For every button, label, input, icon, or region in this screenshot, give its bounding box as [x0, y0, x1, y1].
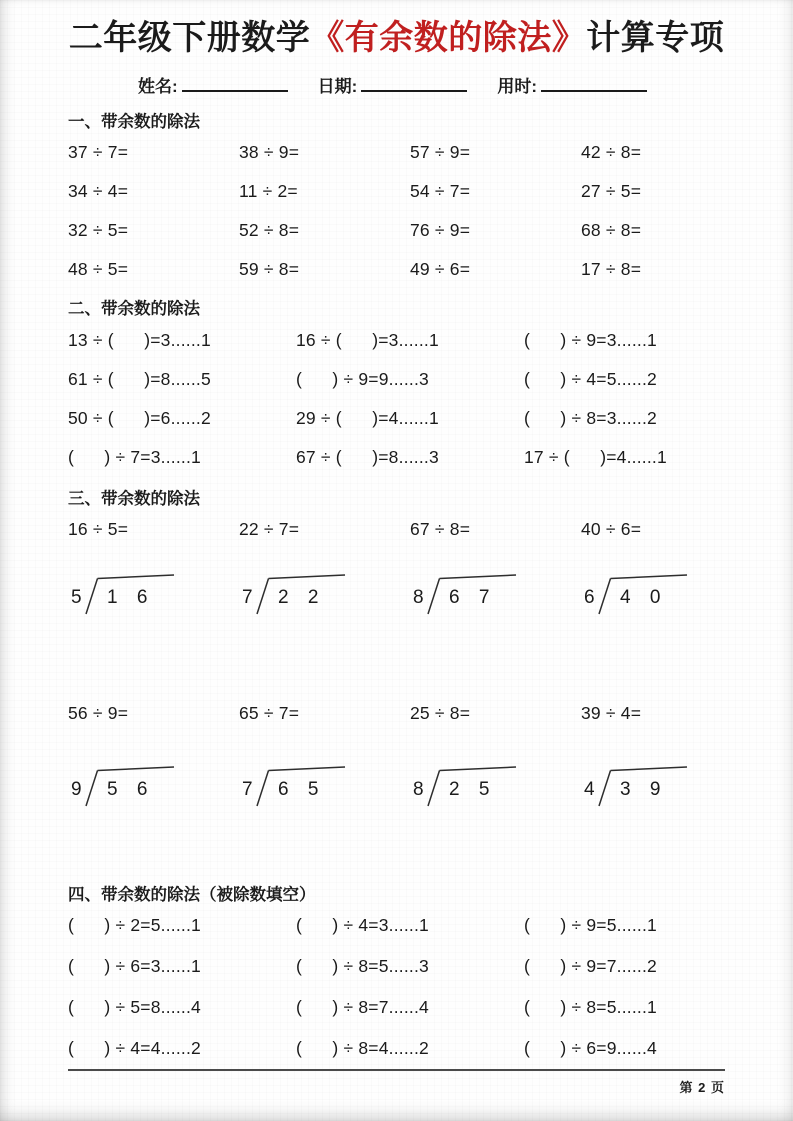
- division-problem: 42 ÷ 8=: [581, 142, 642, 163]
- ld-bracket-slash-icon: [599, 770, 611, 806]
- long-division: [410, 572, 522, 618]
- ld-bracket-slash-icon: [257, 770, 269, 806]
- problem-row: [68, 702, 752, 724]
- division-problem: 34 ÷ 4=: [68, 181, 129, 202]
- division-problem: 49 ÷ 6=: [410, 259, 471, 280]
- division-problem: ( ) ÷ 8=5......1: [524, 997, 657, 1018]
- page-number: 第 2 页: [679, 1080, 725, 1096]
- ld-divisor: 4: [584, 778, 595, 800]
- division-problem: 76 ÷ 9=: [410, 220, 471, 241]
- division-problem: 50 ÷ ( )=6......2: [68, 407, 211, 428]
- division-problem: 16 ÷ ( )=3......1: [296, 329, 439, 350]
- division-problem: ( ) ÷ 9=9......3: [296, 368, 429, 389]
- problem-row: [68, 141, 752, 280]
- long-division: [239, 764, 351, 810]
- fill-in-blank: [361, 77, 467, 92]
- ld-divisor: 7: [242, 778, 253, 800]
- division-problem: 29 ÷ ( )=4......1: [296, 407, 439, 428]
- division-problem: ( ) ÷ 8=5......3: [296, 956, 429, 977]
- ld-dividend: 6 5: [278, 778, 326, 800]
- long-division: [410, 764, 522, 810]
- ld-vinculum-icon: [269, 767, 346, 771]
- division-problem: 37 ÷ 7=: [68, 142, 129, 163]
- long-division: [68, 572, 180, 618]
- division-problem: 27 ÷ 5=: [581, 181, 642, 202]
- ld-dividend: 2 5: [449, 778, 497, 800]
- division-problem: 17 ÷ ( )=4......1: [524, 446, 667, 467]
- ld-vinculum-icon: [269, 575, 346, 579]
- ld-vinculum-icon: [611, 767, 688, 771]
- ld-vinculum-icon: [98, 767, 175, 771]
- division-problem: ( ) ÷ 9=7......2: [524, 956, 657, 977]
- division-problem: 48 ÷ 5=: [68, 259, 129, 280]
- header-fields: [68, 76, 725, 99]
- division-problem: ( ) ÷ 4=5......2: [524, 368, 657, 389]
- division-problem: ( ) ÷ 8=7......4: [296, 997, 429, 1018]
- long-division: [239, 572, 351, 618]
- long-division: [68, 764, 180, 810]
- title-prefix: 二年级下册数学: [68, 19, 311, 57]
- division-problem: 67 ÷ ( )=8......3: [296, 446, 439, 467]
- division-problem: 68 ÷ 8=: [581, 220, 642, 241]
- sections: [68, 111, 725, 1059]
- division-problem: ( ) ÷ 8=4......2: [296, 1038, 429, 1059]
- long-division: [581, 572, 693, 618]
- problem-row: [68, 572, 752, 618]
- ld-dividend: 5 6: [107, 778, 155, 800]
- ld-divisor: 6: [584, 586, 595, 608]
- field-label: 用时:: [497, 77, 538, 97]
- division-problem: ( ) ÷ 7=3......1: [68, 446, 201, 467]
- title-highlight: 《有余数的除法》: [310, 19, 587, 57]
- division-problem: ( ) ÷ 9=5......1: [524, 915, 657, 936]
- division-problem: ( ) ÷ 2=5......1: [68, 915, 201, 936]
- header-field: [138, 77, 316, 96]
- division-problem: 17 ÷ 8=: [581, 259, 642, 280]
- ld-dividend: 2 2: [278, 586, 326, 608]
- ld-divisor: 8: [413, 586, 424, 608]
- field-label: 日期:: [317, 77, 358, 97]
- division-problem: 16 ÷ 5=: [68, 518, 129, 539]
- division-problem: ( ) ÷ 9=3......1: [524, 329, 657, 350]
- ld-bracket-slash-icon: [428, 770, 440, 806]
- division-problem: 52 ÷ 8=: [239, 220, 300, 241]
- field-label: 姓名:: [138, 77, 178, 97]
- division-problem: 25 ÷ 8=: [410, 702, 471, 723]
- section-heading: 一、带余数的除法: [68, 113, 200, 132]
- division-problem: 65 ÷ 7=: [239, 702, 300, 723]
- footer-divider: [68, 1069, 725, 1071]
- ld-bracket-slash-icon: [428, 578, 440, 614]
- problem-row: [68, 518, 752, 540]
- division-problem: ( ) ÷ 5=8......4: [68, 997, 201, 1018]
- ld-bracket-slash-icon: [86, 578, 98, 614]
- division-problem: 56 ÷ 9=: [68, 702, 129, 723]
- long-division: [581, 764, 693, 810]
- ld-dividend: 1 6: [107, 586, 155, 608]
- division-problem: 67 ÷ 8=: [410, 518, 471, 539]
- division-problem: 13 ÷ ( )=3......1: [68, 329, 211, 350]
- ld-vinculum-icon: [611, 575, 688, 579]
- worksheet-section: [68, 298, 725, 467]
- ld-divisor: 9: [71, 778, 82, 800]
- ld-vinculum-icon: [440, 575, 517, 579]
- title-suffix: 计算专项: [586, 19, 725, 57]
- division-problem: ( ) ÷ 8=3......2: [524, 407, 657, 428]
- fill-in-blank: [182, 77, 288, 92]
- ld-bracket-slash-icon: [599, 578, 611, 614]
- division-problem: 39 ÷ 4=: [581, 702, 642, 723]
- division-problem: ( ) ÷ 4=3......1: [296, 915, 429, 936]
- division-problem: ( ) ÷ 4=4......2: [68, 1038, 201, 1059]
- worksheet-section: [68, 488, 725, 810]
- worksheet-section: [68, 884, 725, 1059]
- ld-divisor: 5: [71, 586, 82, 608]
- problem-row: [68, 914, 752, 1059]
- section-heading: 四、带余数的除法（被除数填空）: [68, 885, 316, 904]
- division-problem: 61 ÷ ( )=8......5: [68, 368, 211, 389]
- division-problem: 57 ÷ 9=: [410, 142, 471, 163]
- ld-divisor: 8: [413, 778, 424, 800]
- division-problem: 40 ÷ 6=: [581, 518, 642, 539]
- ld-dividend: 4 0: [620, 586, 668, 608]
- problem-row: [68, 329, 752, 468]
- division-problem: ( ) ÷ 6=9......4: [524, 1038, 657, 1059]
- section-heading: 二、带余数的除法: [68, 300, 200, 319]
- ld-bracket-slash-icon: [257, 578, 269, 614]
- ld-vinculum-icon: [440, 767, 517, 771]
- section-heading: 三、带余数的除法: [68, 489, 200, 508]
- worksheet-section: [68, 111, 725, 280]
- division-problem: 54 ÷ 7=: [410, 181, 471, 202]
- division-problem: 38 ÷ 9=: [239, 142, 300, 163]
- division-problem: 32 ÷ 5=: [68, 220, 129, 241]
- problem-row: [68, 764, 752, 810]
- division-problem: 59 ÷ 8=: [239, 259, 300, 280]
- ld-dividend: 3 9: [620, 778, 668, 800]
- ld-bracket-slash-icon: [86, 770, 98, 806]
- division-problem: 11 ÷ 2=: [239, 181, 298, 202]
- division-problem: ( ) ÷ 6=3......1: [68, 956, 201, 977]
- division-problem: 22 ÷ 7=: [239, 518, 300, 539]
- header-field: [497, 77, 647, 96]
- ld-dividend: 6 7: [449, 586, 497, 608]
- fill-in-blank: [541, 77, 647, 92]
- ld-vinculum-icon: [98, 575, 175, 579]
- header-field: [318, 77, 496, 96]
- ld-divisor: 7: [242, 586, 253, 608]
- page-title: [68, 16, 725, 60]
